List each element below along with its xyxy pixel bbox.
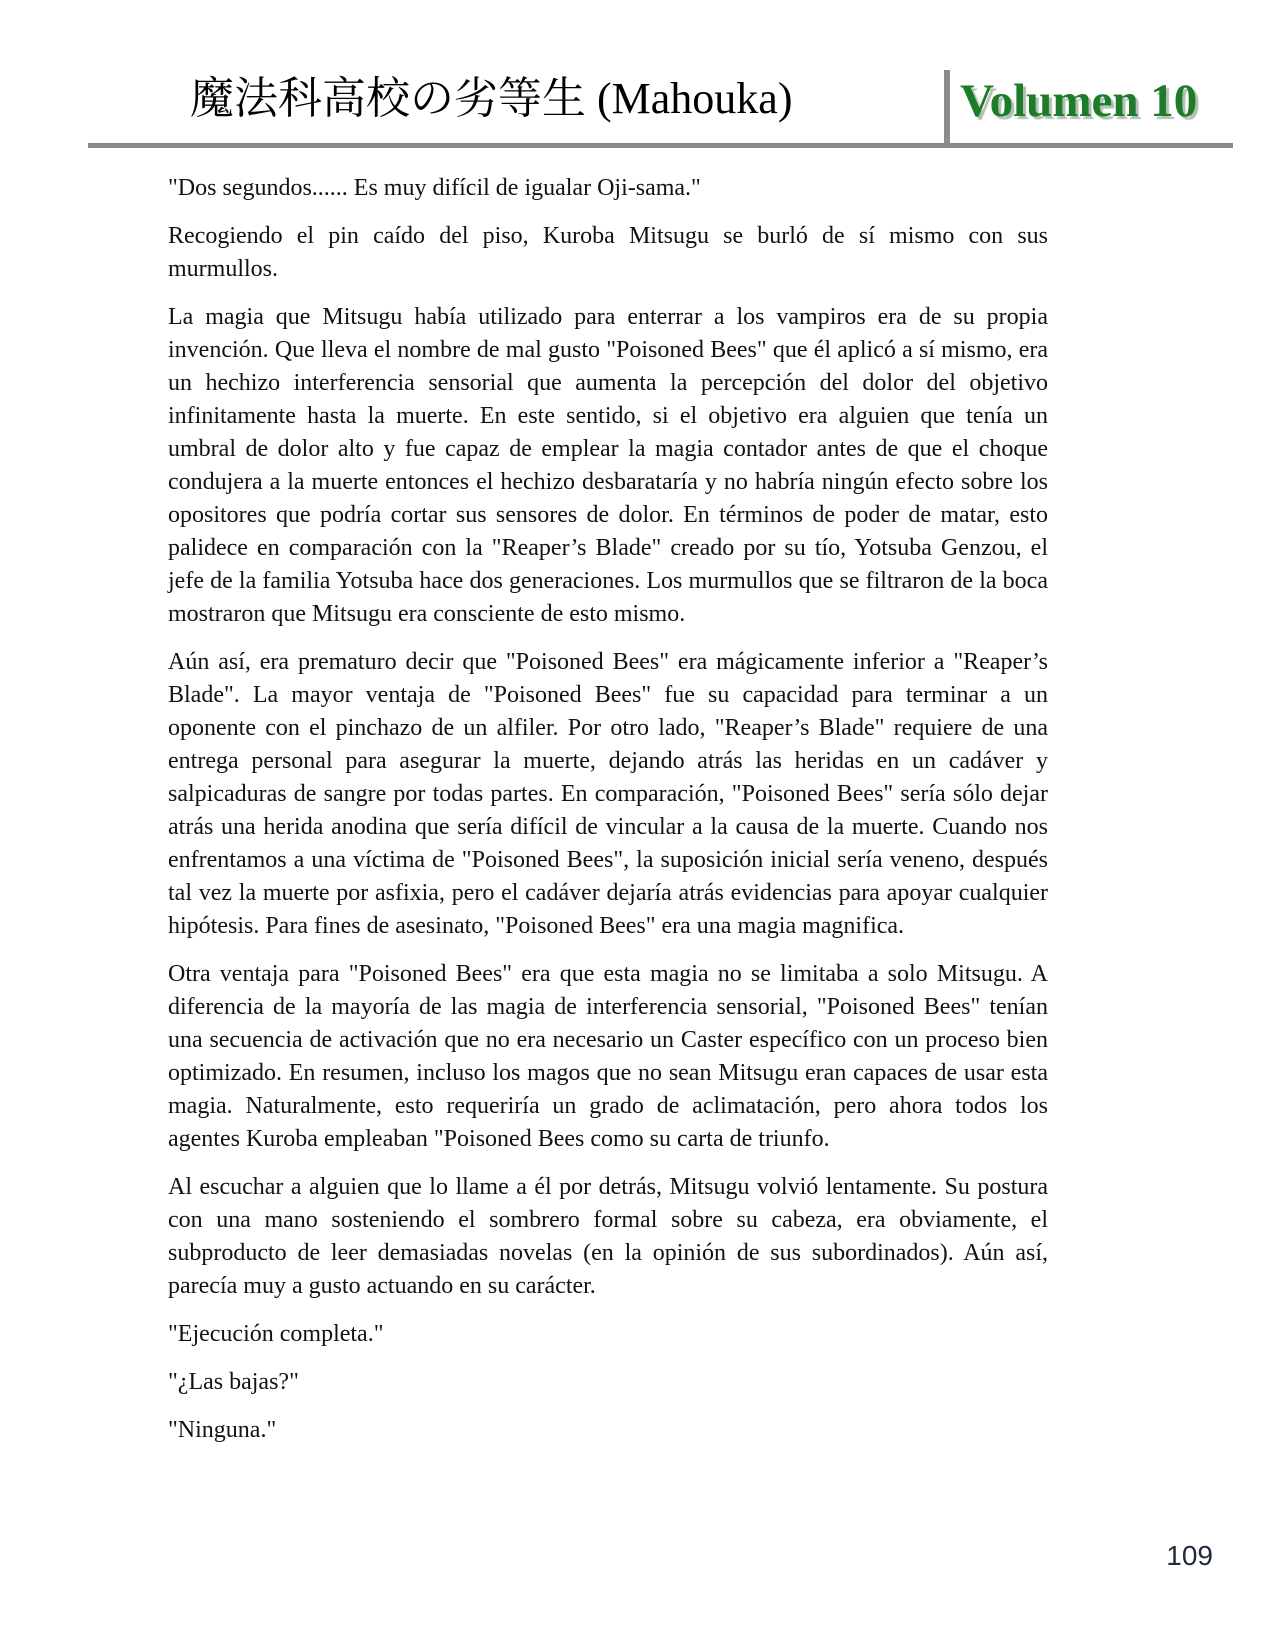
dialogue-line-ejecucion: "Ejecución completa." [168, 1321, 384, 1347]
volume-label: Volumen 10 [960, 75, 1198, 127]
paragraph-magia-enterrar: La magia que Mitsugu había utilizado para enterrar a los vampiros era de su propia invención. Que lleva el nombre de mal gusto "Poisoned Bees" que él aplicó a sí mismo, era un hechizo interferencia sensorial que aumenta la percepción del dolor del objetivo infinitamente hasta la muerte. En este sentido, si el objetivo era alguien que tenía un umbral de dolor alto y fue capaz de emplear la magia contador antes de que el choque condujera a la muerte entonces el hechizo desbarataría y no habría ningún efecto sobre los opositores que podría cortar sus sensores de dolor. En términos de poder de matar, esto palidece en comparación con la "Reaper’s Blade" creado por su tío, Yotsuba Genzou, el jefe de la familia Yotsuba hace dos generaciones. Los murmullos que se filtraron de la boca mostraron que Mitsugu era consciente de esto mismo. [168, 304, 1048, 627]
header-horizontal-rule [88, 143, 1233, 148]
dialogue-line-ninguna: "Ninguna." [168, 1417, 277, 1443]
dialogue-line-las-bajas: "¿Las bajas?" [168, 1369, 299, 1395]
series-title: 魔法科高校の劣等生 (Mahouka) [190, 74, 793, 123]
paragraph-recogiendo-pin: Recogiendo el pin caído del piso, Kuroba Mitsugu se burló de sí mismo con sus murmullos. [168, 223, 1048, 282]
paragraph-aun-asi-prematuro: Aún así, era prematuro decir que "Poisoned Bees" era mágicamente inferior a "Reaper’s Blade". La mayor ventaja de "Poisoned Bees" fue su capacidad para terminar a un oponente con el pinchazo de un alfiler. Por otro lado, "Reaper’s Blade" requiere de una entrega personal para asegurar la muerte, dejando atrás las heridas en un cadáver y salpicaduras de sangre por todas partes. En comparación, "Poisoned Bees" sería sólo dejar atrás una herida anodina que sería difícil de vincular a la causa de la muerte. Cuando nos enfrentamos a una víctima de "Poisoned Bees", la suposición inicial sería veneno, después tal vez la muerte por asfixia, pero el cadáver dejaría atrás evidencias para apoyar cualquier hipótesis. Para fines de asesinato, "Poisoned Bees" era una magia magnifica. [168, 649, 1048, 939]
header-vertical-divider [944, 70, 950, 148]
paragraph-otra-ventaja: Otra ventaja para "Poisoned Bees" era que esta magia no se limitaba a solo Mitsugu. A diferencia de la mayoría de las magia de interferencia sensorial, "Poisoned Bees" tenían una secuencia de activación que no era necesario un Caster específico con un proceso bien optimizado. En resumen, incluso los magos que no sean Mitsugu eran capaces de usar esta magia. Naturalmente, esto requeriría un grado de aclimatación, pero ahora todos los agentes Kuroba empleaban "Poisoned Bees como su carta de triunfo. [168, 961, 1048, 1152]
paragraph-al-escuchar: Al escuchar a alguien que lo llame a él por detrás, Mitsugu volvió lentamente. Su postura con una mano sosteniendo el sombrero formal sobre su cabeza, era obviamente, el subproducto de leer demasiadas novelas (en la opinión de sus subordinados). Aún así, parecía muy a gusto actuando en su carácter. [168, 1174, 1048, 1299]
dialogue-line-dos-segundos: "Dos segundos...... Es muy difícil de igualar Oji-sama." [168, 175, 701, 201]
content [168, 172, 1048, 1462]
page-number: 109 [1166, 1540, 1213, 1571]
